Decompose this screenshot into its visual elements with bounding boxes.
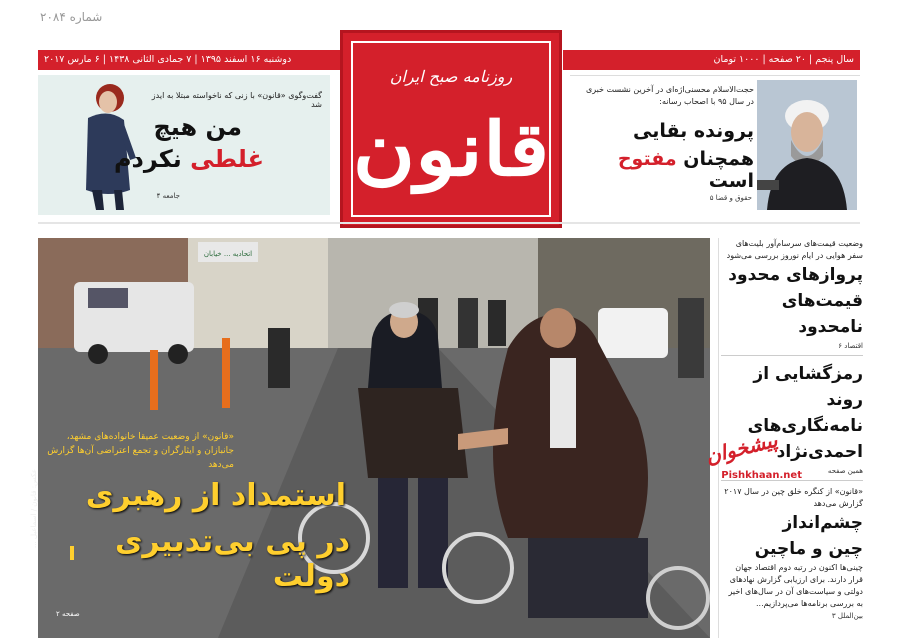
teaser-left-headline-2[interactable] bbox=[114, 145, 264, 173]
watermark-url: Pishkhaan.net bbox=[721, 470, 802, 481]
photo-credit: عکس: قانون / اسماعیل ... bbox=[30, 468, 38, 548]
headline-post: است bbox=[708, 170, 754, 192]
teaser-left-kicker: گفت‌وگوی «قانون» با زنی که ناخواسته مبتلا به ایدز شد bbox=[151, 91, 322, 109]
masthead-frame bbox=[351, 41, 551, 217]
sidebar-item1-headline-2[interactable]: قیمت‌های نامحدود bbox=[781, 291, 863, 337]
street-sign: اتحادیه ... خیابان bbox=[203, 250, 253, 258]
sidebar-item2-headline-1[interactable]: رمزگشایی از روند bbox=[753, 364, 863, 410]
teaser-right-headline-2[interactable] bbox=[570, 148, 754, 192]
main-story-page: صفحه ۲ bbox=[56, 610, 80, 618]
masthead-subtitle: روزنامه صبح ایران bbox=[389, 67, 513, 86]
main-headline-1[interactable]: استمداد از رهبری bbox=[85, 478, 346, 513]
sidebar-item3-kicker: «قانون» از کنگره خلق چین در سال ۲۰۱۷ گزارش می‌دهد bbox=[724, 487, 863, 508]
teaser-right[interactable] bbox=[570, 75, 860, 215]
headline-pre: همچنان bbox=[676, 148, 754, 170]
year-line: سال پنجم | ۲۰ صفحه | ۱۰۰۰ تومان bbox=[713, 54, 854, 65]
sidebar-item1-headline-1[interactable]: پروازهای محدود bbox=[728, 265, 863, 285]
teaser-left-headline-1[interactable]: من هیچ bbox=[153, 113, 242, 141]
sidebar-item3-page: بین‌الملل ۳ bbox=[831, 612, 863, 620]
main-story-kicker: «قانون» از وضعیت عمیقا خانواده‌های مشهد، جانبازان و ایثارگران و تجمع اعتراضی آن‌ها گزارش می‌دهد bbox=[47, 432, 234, 470]
sidebar-divider bbox=[721, 355, 863, 356]
issue-number: شماره ۲۰۸۴ bbox=[40, 10, 103, 24]
main-story[interactable] bbox=[30, 238, 710, 638]
sidebar-item3-headline-2[interactable]: چین و ماچین bbox=[754, 539, 863, 559]
sidebar-item1-kicker: وضعیت قیمت‌های سرسام‌آور بلیت‌های سفر هوایی در ایام نوروز بررسی می‌شود bbox=[726, 239, 863, 260]
sidebar-item3-headline-1[interactable]: چشم‌انداز bbox=[782, 513, 863, 533]
main-headline-2[interactable]: در پی بی‌تدبیری دولت bbox=[114, 524, 350, 594]
sidebar-item2-page: همین صفحه bbox=[827, 467, 863, 475]
teaser-right-kicker: حجت‌الاسلام محسنی‌اژه‌ای در آخرین نشست خبری در سال ۹۵ با اصحاب رسانه: bbox=[585, 85, 754, 106]
teaser-left[interactable] bbox=[38, 75, 330, 215]
headline-rest: نکردم bbox=[113, 145, 191, 173]
sidebar bbox=[718, 238, 863, 638]
teaser-right-headline-1[interactable]: پرونده بقایی bbox=[632, 120, 754, 142]
masthead[interactable] bbox=[340, 30, 562, 228]
teaser-left-page: جامعه ۴ bbox=[156, 192, 180, 200]
headline-red-word: غلطی bbox=[190, 145, 264, 173]
date-line: دوشنبه ۱۶ اسفند ۱۳۹۵ | ۷ جمادی الثانی ۱۴۳۸ | ۶ مارس ۲۰۱۷ bbox=[44, 54, 292, 65]
year-bar bbox=[563, 50, 860, 70]
sidebar-item2-headline-3[interactable]: احمدی‌نژاد bbox=[776, 442, 863, 462]
section-divider bbox=[38, 222, 860, 224]
newspaper-name: قانون bbox=[352, 107, 550, 193]
headline-red-word: مفتوح bbox=[617, 148, 677, 170]
sidebar-item2-headline-2[interactable]: نامه‌نگاری‌های bbox=[747, 416, 863, 436]
sidebar-item3-body: چینی‌ها اکنون در رتبه دوم اقتصاد جهان قرار دارند. برای ارزیابی گزارش نهادهای دولتی و سیاست‌های آن در سال‌های اخیر به بررسی برنامه‌ها می‌پردازیم... bbox=[728, 563, 863, 608]
sidebar-item1-page: اقتصاد ۶ bbox=[838, 342, 863, 350]
watermark-logo: پیشخوان bbox=[703, 427, 780, 469]
teaser-right-page: حقوق و قضا ۵ bbox=[709, 194, 752, 202]
sidebar-divider bbox=[721, 480, 863, 481]
date-bar bbox=[38, 50, 340, 70]
cleric-portrait-image bbox=[757, 80, 857, 210]
